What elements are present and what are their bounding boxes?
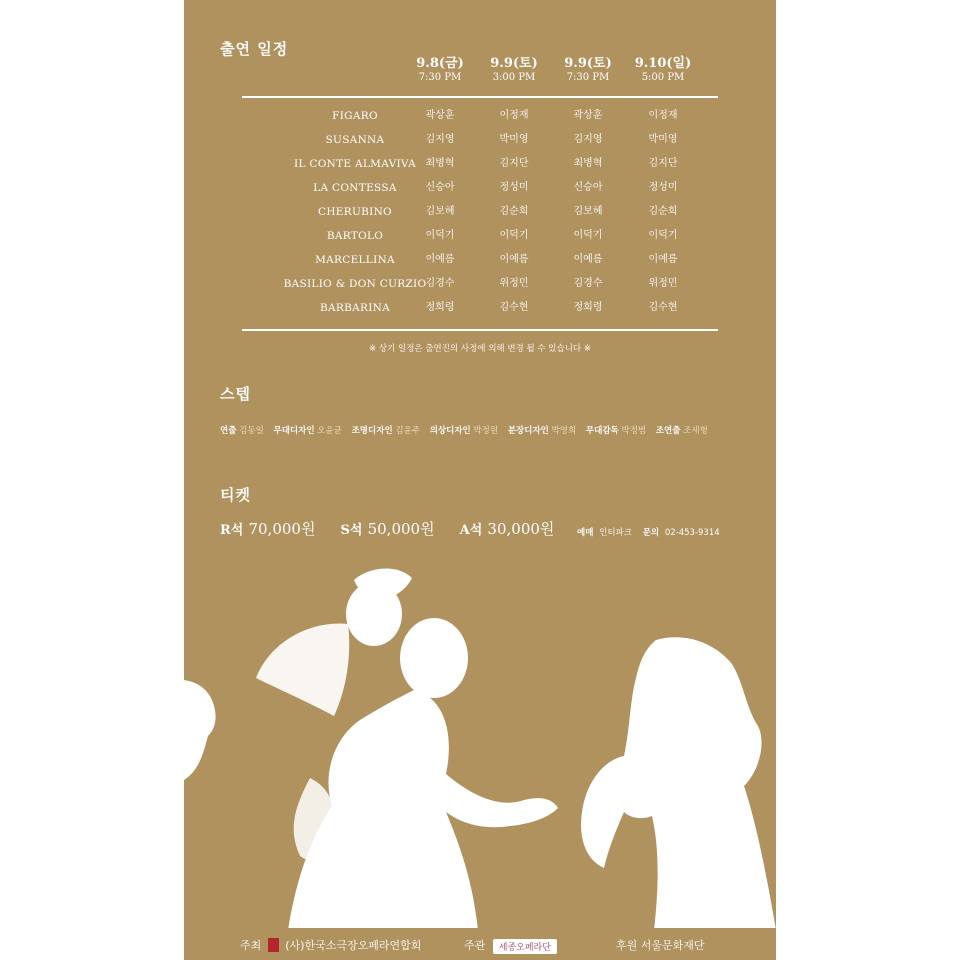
cast-cell: 박미영 [648, 134, 678, 145]
cast-cell: 곽상훈 [425, 110, 455, 121]
cast-cell: 최병혁 [425, 158, 455, 169]
cast-cell: 이덕기 [425, 230, 455, 241]
role-name: MARCELLINA [315, 254, 395, 266]
cast-cell: 정희령 [425, 302, 455, 313]
staff-name: 박정원 [473, 426, 499, 436]
cast-cell: 위정민 [499, 278, 529, 289]
staff-name: 오윤균 [317, 426, 342, 436]
poster [184, 0, 776, 960]
cast-cell: 신승아 [425, 182, 455, 193]
cast-cell: 곽상훈 [573, 110, 603, 121]
footer [184, 928, 776, 960]
table-row [184, 224, 776, 248]
staff-role: 무대디자인 [273, 426, 315, 436]
ticket-price: 50,000원 [367, 520, 435, 538]
ticket-grade: S석 [340, 523, 363, 538]
table-row [184, 104, 776, 128]
ticket-price-s [341, 518, 435, 539]
cast-cell: 김지단 [499, 158, 529, 169]
table-row [184, 296, 776, 320]
role-name: BASILIO & DON CURZIO [283, 278, 427, 290]
cast-cell: 김지단 [648, 158, 678, 169]
footer-host [240, 937, 421, 953]
footer-organizer [464, 937, 557, 954]
time-4: 5:00 PM [641, 72, 685, 83]
table-row [184, 128, 776, 152]
table-row [184, 176, 776, 200]
staff-name: 김동일 [239, 426, 264, 436]
role-name: SUSANNA [325, 134, 385, 146]
cast-cell: 신승아 [573, 182, 603, 193]
date-4: 9.10(일) [634, 56, 692, 71]
cast-cell: 이덕기 [499, 230, 529, 241]
role-name: FIGARO [332, 110, 378, 122]
cast-cell: 박미영 [499, 134, 529, 145]
staff-name: 김윤주 [395, 426, 420, 436]
cast-cell: 김수현 [499, 302, 529, 313]
cast-cell: 김경수 [573, 278, 603, 289]
ticket-price-a [460, 518, 555, 539]
cast-cell: 김보혜 [425, 206, 455, 217]
cast-cell: 이정재 [648, 110, 678, 121]
time-2: 3:00 PM [492, 72, 536, 83]
time-3: 7:30 PM [566, 72, 610, 83]
cast-cell: 이덕기 [573, 230, 603, 241]
date-header-3 [553, 56, 623, 84]
cast-cell: 최병혁 [573, 158, 603, 169]
cast-cell: 정희령 [573, 302, 603, 313]
ticket-info [577, 526, 728, 538]
booking-label: 예매 [577, 528, 594, 538]
role-name: CHERUBINO [318, 206, 392, 218]
cast-cell: 김경수 [425, 278, 455, 289]
lady-head-silhouette [400, 618, 468, 698]
date-2: 9.9(토) [490, 56, 538, 71]
cast-cell: 이예름 [425, 254, 455, 265]
staff-role: 연출 [220, 426, 237, 436]
cast-cell: 이정재 [499, 110, 529, 121]
organizer-label: 주관 [464, 939, 486, 952]
cast-cell: 정성미 [648, 182, 678, 193]
date-header-4 [628, 56, 698, 84]
staff-role: 조연출 [655, 426, 681, 436]
schedule-note: ※ 상기 일정은 출연진의 사정에 의해 변경 될 수 있습니다 ※ [369, 344, 591, 354]
host-label: 주최 [240, 939, 262, 952]
host-logo-icon [268, 938, 279, 952]
tickets-title: 티켓 [220, 486, 251, 504]
staff-title: 스텝 [220, 385, 251, 403]
table-top-rule [242, 96, 718, 98]
time-1: 7:30 PM [418, 72, 462, 83]
role-name: LA CONTESSA [313, 182, 397, 194]
date-3: 9.9(토) [564, 56, 612, 71]
silhouette-illustration [184, 560, 776, 930]
cast-cell: 김지영 [573, 134, 603, 145]
cast-cell: 정성미 [499, 182, 529, 193]
date-header-1 [405, 56, 475, 84]
cast-cell: 김순희 [499, 206, 529, 217]
organizer-logo: 세종오페라단 [493, 939, 557, 954]
cast-cell: 김순희 [648, 206, 678, 217]
sponsor-label: 후원 [616, 939, 638, 952]
footer-sponsor [616, 937, 705, 953]
ticket-price: 30,000원 [487, 520, 555, 538]
booking-vendor: 인터파크 [599, 528, 632, 538]
sponsor-name: 서울문화재단 [640, 939, 705, 952]
staff-name: 조세형 [683, 426, 708, 436]
staff-role: 분장디자인 [507, 426, 549, 436]
staff-name: 박정범 [621, 426, 647, 436]
staff-name: 박영희 [551, 426, 577, 436]
ticket-price-r [220, 518, 315, 539]
role-name: IL CONTE ALMAVIVA [294, 158, 416, 170]
host-name: (사)한국소극장오페라연합회 [285, 939, 422, 952]
fan-silhouette [256, 624, 349, 716]
table-row [184, 248, 776, 272]
cast-cell: 이예름 [499, 254, 529, 265]
cast-cell: 김지영 [425, 134, 455, 145]
ticket-grade: A석 [459, 523, 483, 538]
ticket-price: 70,000원 [248, 520, 316, 538]
staff-role: 의상디자인 [429, 426, 471, 436]
cast-cell: 이덕기 [648, 230, 678, 241]
cast-cell: 이예름 [573, 254, 603, 265]
table-row [184, 152, 776, 176]
staff-role: 조명디자인 [351, 426, 393, 436]
cast-cell: 위정민 [648, 278, 678, 289]
man-silhouette [581, 637, 776, 930]
role-name: BARTOLO [326, 230, 384, 242]
cast-cell: 김수현 [648, 302, 678, 313]
cast-cell: 이예름 [648, 254, 678, 265]
table-bottom-rule [242, 329, 718, 331]
date-1: 9.8(금) [416, 56, 464, 71]
staff-role: 무대감독 [585, 426, 619, 436]
staff-list [220, 424, 760, 436]
contact-number: 02-453-9314 [664, 528, 720, 538]
ticket-grade: R석 [220, 523, 244, 538]
table-row [184, 272, 776, 296]
contact-label: 문의 [642, 528, 660, 538]
table-row [184, 200, 776, 224]
role-name: BARBARINA [319, 302, 391, 314]
cast-cell: 김보혜 [573, 206, 603, 217]
date-header-2 [479, 56, 549, 84]
left-figure-silhouette [184, 680, 216, 780]
schedule-title: 출연 일정 [220, 40, 289, 58]
